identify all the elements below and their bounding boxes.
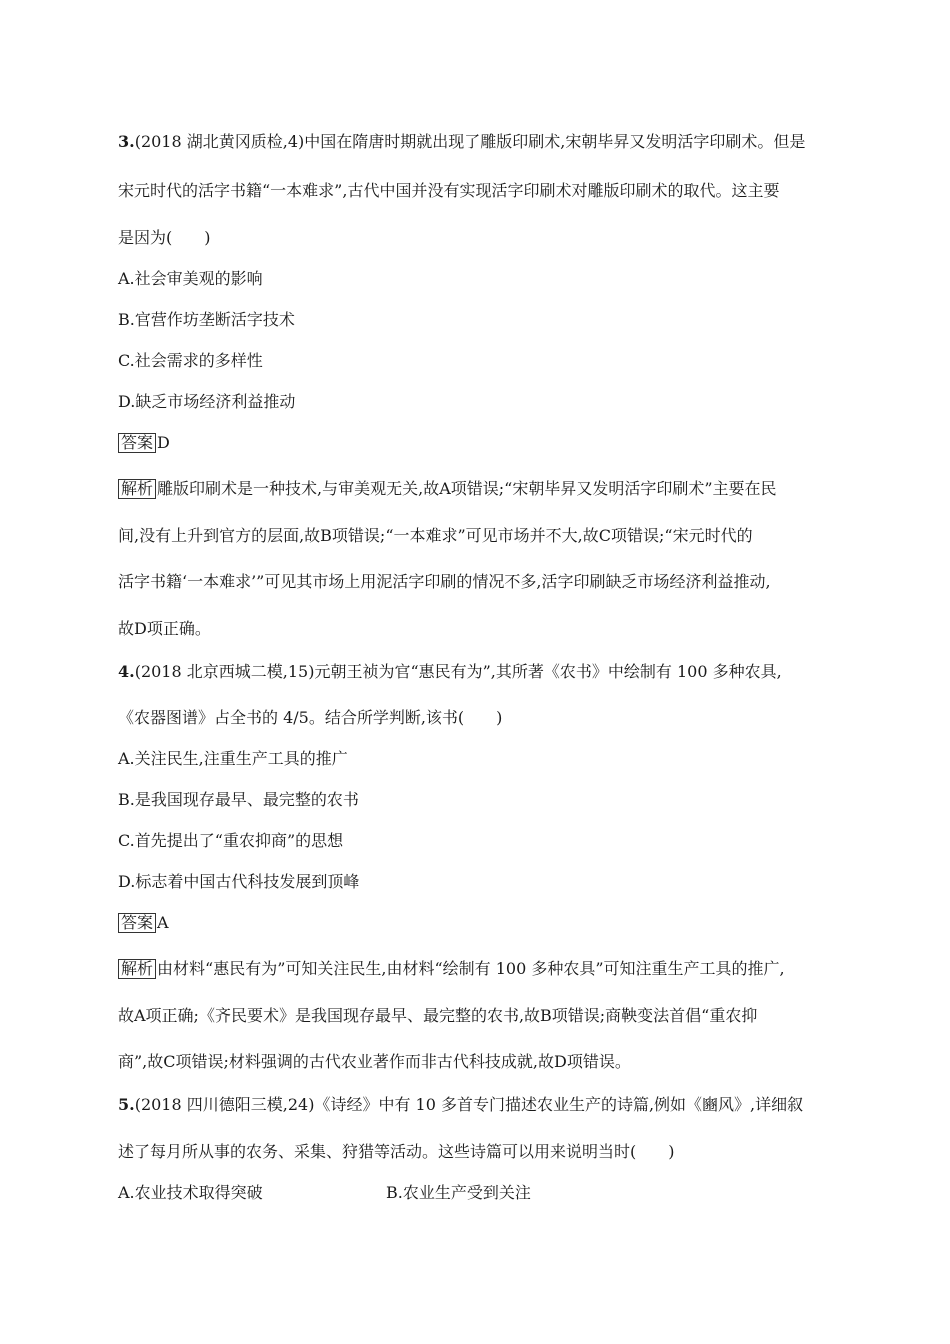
question-4-analysis-line-1: 解析 由材料“惠民有为”可知关注民生,由材料“绘制有 100 多种农具”可知注重生产工具的推广, — [118, 959, 785, 979]
question-5-stem-line-1: 5.(2018 四川德阳三模,24)《诗经》中有 10 多首专门描述农业生产的诗篇,例如《豳风》,详细叙 — [118, 1095, 804, 1114]
question-number: 4. — [118, 662, 135, 681]
answer-tag: 答案 — [118, 913, 156, 933]
question-5-option-b: B.农业生产受到关注 — [386, 1183, 531, 1202]
question-4-option-d: D.标志着中国古代科技发展到顶峰 — [118, 872, 360, 891]
question-4-analysis-line-2: 故A项正确;《齐民要术》是我国现存最早、最完整的农书,故B项错误;商鞅变法首倡“重农抑 — [118, 1006, 758, 1025]
question-3-stem-line-3: 是因为( ) — [118, 228, 211, 247]
analysis-tag: 解析 — [118, 479, 156, 499]
question-4-option-b: B.是我国现存最早、最完整的农书 — [118, 790, 359, 809]
question-5-options-row — [118, 1183, 838, 1203]
question-4-analysis-line-3: 商”,故C项错误;材料强调的古代农业著作而非古代科技成就,故D项错误。 — [118, 1052, 631, 1071]
analysis-tag: 解析 — [118, 959, 156, 979]
question-3-option-a: A.社会审美观的影响 — [118, 269, 263, 288]
question-5-option-a: A.农业技术取得突破 — [118, 1183, 263, 1202]
question-4-option-c: C.首先提出了“重农抑商”的思想 — [118, 831, 344, 850]
answer-value: D — [157, 433, 170, 452]
answer-value: A — [157, 913, 169, 932]
question-4-answer — [118, 913, 169, 933]
question-3-stem-line-1: 3.(2018 湖北黄冈质检,4)中国在隋唐时期就出现了雕版印刷术,宋朝毕昇又发明活字印刷术。但是 — [118, 132, 806, 151]
answer-tag: 答案 — [118, 433, 156, 453]
question-4-option-a: A.关注民生,注重生产工具的推广 — [118, 749, 348, 768]
question-4-stem-line-2: 《农器图谱》占全书的 4/5。结合所学判断,该书( ) — [118, 708, 503, 727]
question-5-stem-line-2: 述了每月所从事的农务、采集、狩猎等活动。这些诗篇可以用来说明当时( ) — [118, 1142, 675, 1161]
question-3-answer — [118, 433, 170, 453]
question-number: 3. — [118, 132, 135, 151]
question-3-analysis-line-1: 解析 雕版印刷术是一种技术,与审美观无关,故A项错误;“宋朝毕昇又发明活字印刷术”主要在民 — [118, 479, 777, 499]
question-3-analysis-line-4: 故D项正确。 — [118, 619, 211, 638]
question-number: 5. — [118, 1095, 135, 1114]
question-4-stem-line-1: 4.(2018 北京西城二模,15)元朝王祯为官“惠民有为”,其所著《农书》中绘制有 100 多种农具, — [118, 662, 782, 681]
question-3-option-c: C.社会需求的多样性 — [118, 351, 263, 370]
question-3-analysis-line-2: 间,没有上升到官方的层面,故B项错误;“一本难求”可见市场并不大,故C项错误;“宋元时代的 — [118, 526, 753, 545]
question-3-option-d: D.缺乏市场经济利益推动 — [118, 392, 296, 411]
question-3-analysis-line-3: 活字书籍‘一本难求’”可见其市场上用泥活字印刷的情况不多,活字印刷缺乏市场经济利益推动, — [118, 572, 771, 591]
question-3-stem-line-2: 宋元时代的活字书籍“一本难求”,古代中国并没有实现活字印刷术对雕版印刷术的取代。这主要 — [118, 181, 780, 200]
question-3-option-b: B.官营作坊垄断活字技术 — [118, 310, 295, 329]
